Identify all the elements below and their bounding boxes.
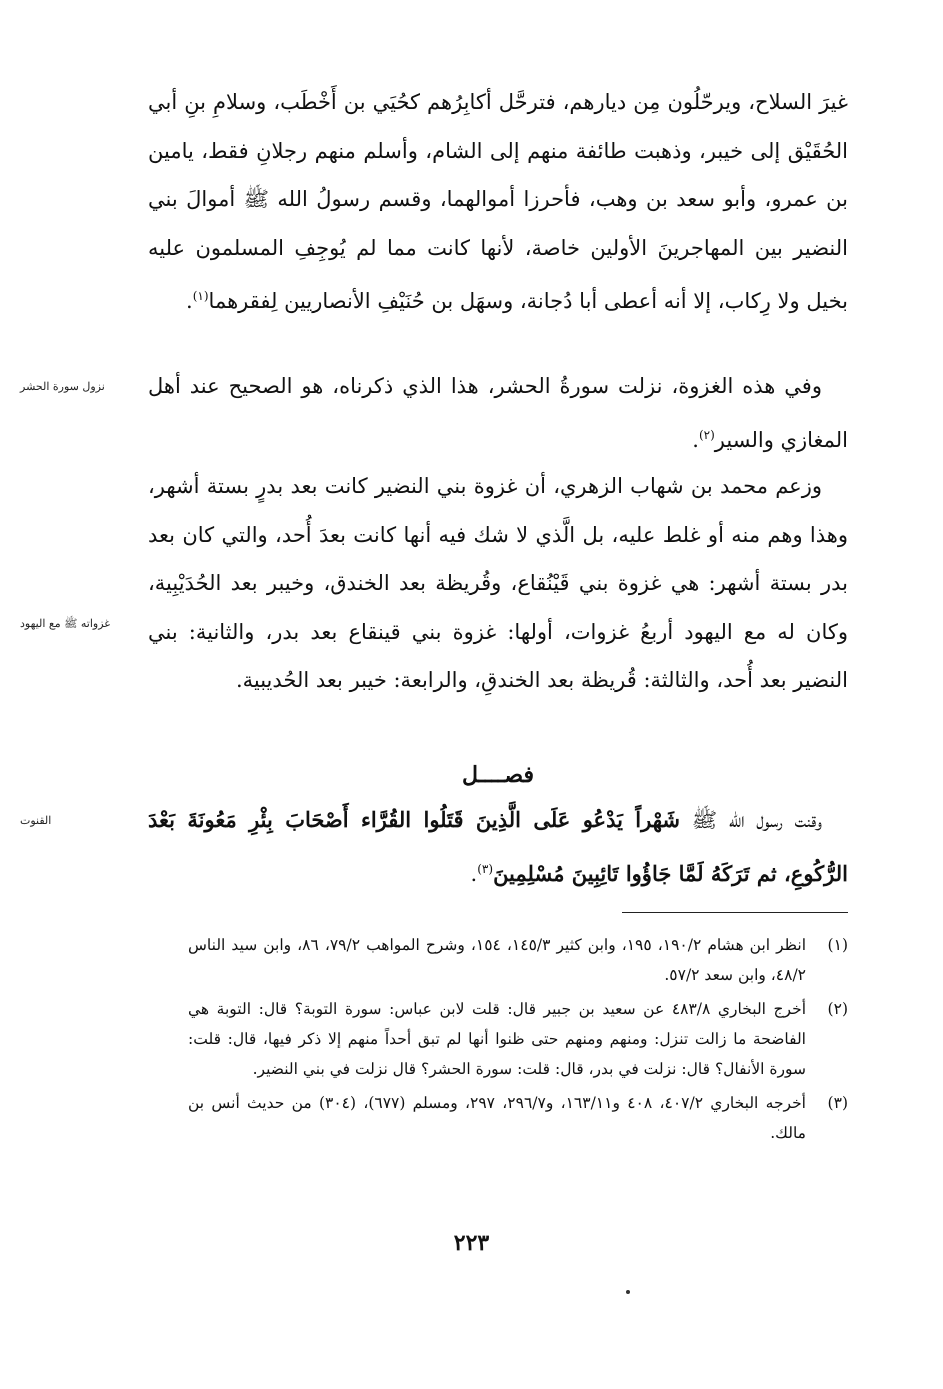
margin-note-ghazawat: غزواته ﷺ مع اليهود	[20, 617, 111, 630]
footnote-number: (٢)	[827, 1000, 848, 1018]
main-text-block-1	[148, 78, 848, 326]
paragraph-1-end: .	[186, 289, 193, 314]
paragraph-1-text: غيرَ السلاح، ويرحّلُون مِن ديارهم، فترحَّل أكابِرُهم كحُيَي بن أَخْطَب، وسلامِ بنِ أبي الحُقَيْق إلى خيبر، وذهبت طائفة منهم إلى الشام، وأسلم منهم رجلانِ فقط، يامين بن عمرو، وأبو سعد بن وهب، فأحرزا أموالهما، وقسم رسولُ الله ﷺ أموالَ بني النضير بين المهاجرينَ الأولين خاصة، لأنها كانت مما لم يُوجِفِ المسلمون عليه بخيل ولا رِكاب، إلا أنه أعطى أبا دُجانة، وسهَل بن حُنَيْفِ الأنصاريين لِفقرهما	[148, 90, 848, 314]
section-heading: فصــــل	[461, 762, 535, 788]
footnote-1	[188, 930, 848, 990]
footnote-ref-2: (٢)	[698, 427, 715, 442]
footnote-3	[188, 1088, 848, 1148]
footnote-text: أخرج البخاري ٤٨٣/٨ عن سعيد بن جبير قال: قلت لابن عباس: سورة التوبة؟ قال: التوبة هي الفاضحة ما زالت تنزل: ومنهم ومنهم حتى ظنوا أنها لم تبق أحداً منهم إلا ذكر فيها، قال: قلت: سورة الأنفال؟ قال: نزلت في بدر، قال: قلت: سورة الحشر؟ قال نزلت في بني النضير.	[188, 1000, 807, 1078]
footnote-ref-1: (١)	[192, 289, 209, 304]
main-text-block-2	[148, 362, 848, 464]
footnote-separator	[622, 912, 848, 913]
footnote-number: (١)	[827, 936, 848, 954]
margin-note-qunut: القنوت	[20, 814, 52, 827]
paragraph-2-end: .	[692, 427, 699, 452]
main-text-block-3	[148, 462, 848, 705]
page-number: ٢٢٣	[453, 1230, 490, 1256]
margin-note-hashr: نزول سورة الحشر	[20, 380, 105, 393]
footnotes	[188, 930, 848, 1152]
main-text-block-4	[148, 796, 848, 898]
paragraph-2-text: وفي هذه الغزوة، نزلت سورةُ الحشر، هذا الذي ذكرناه، هو الصحيح عند أهل المغازي والسير	[148, 374, 848, 452]
paragraph-2	[148, 362, 848, 464]
paragraph-1	[148, 78, 848, 326]
footnote-number: (٣)	[827, 1094, 848, 1112]
paragraph-4	[148, 796, 848, 898]
paragraph-4-text: وقنت رسول الله ﷺ	[691, 808, 823, 832]
footnote-text: أخرجه البخاري ٤٠٧/٢، ٤٠٨ و١٦٣/١١، و٢٩٦/٧، ٢٩٧، ومسلم (٦٧٧)، (٣٠٤) من حديث أنس بن مالك.	[188, 1094, 806, 1142]
paragraph-3: وزعم محمد بن شهاب الزهري، أن غزوة بني النضير كانت بعد بدرٍ بستة أشهر، وهذا وهم منه أو غلط عليه، بل الَّذي لا شك فيه أنها كانت بعدَ أُحد، والتي كان بعد بدر بستة أشهر: هي غزوة بني قَيْنُقاع، وقُريظة بعد الخندق، وخيبر بعد الحُدَيْبِية، وكان له مع اليهود أربعُ غزوات، أولها: غزوة بني قينقاع بعد بدر، والثانية: بني النضير بعد أُحد، والثالثة: قُريظة بعد الخندقِ، والرابعة: خيبر بعد الحُديبية.	[148, 474, 848, 693]
footnote-text: انظر ابن هشام ١٩٠/٢، ١٩٥، وابن كثير ١٤٥/٣، ١٥٤، وشرح المواهب ٧٩/٢، ٨٦، وابن سيد الناس ٤٨/٢، وابن سعد ٥٧/٢.	[188, 936, 807, 984]
paragraph-4-end: .	[470, 861, 478, 886]
footnote-2	[188, 994, 848, 1084]
scan-speck	[626, 1290, 630, 1294]
quoted-text: شَهْراً يَدْعُو عَلَى الَّذِينَ قَتَلُوا القُرَّاء أَصْحَابَ بِئْرِ مَعُونَةَ بَعْدَ الرُّكُوعِ، ثم تَرَكَهُ لَمَّا جَاؤُوا تَائِبِينَ مُسْلِمِينَ	[148, 807, 848, 886]
footnote-ref-3: (٣)	[477, 861, 494, 876]
